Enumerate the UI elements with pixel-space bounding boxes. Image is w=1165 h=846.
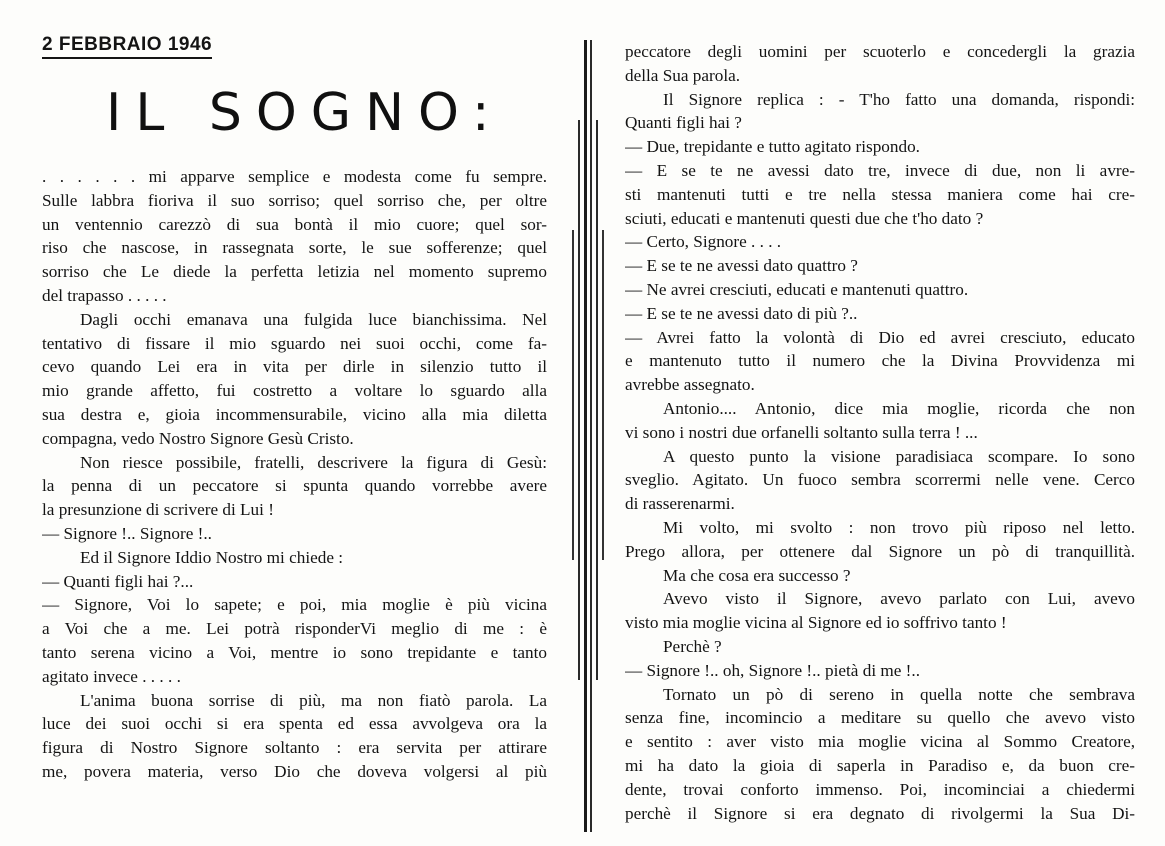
text-line: Avevo visto il Signore, avevo parlato con Lui, avevo <box>663 589 1135 609</box>
text-line: peccatore degli uomini per scuoterlo e concedergli la grazia <box>625 42 1135 61</box>
text-line: agitato invece . . . . . <box>42 666 181 686</box>
text-line: — E se te ne avessi dato quattro ? <box>625 256 858 276</box>
text-line: dente, trovai conforto immenso. Poi, incominciai a chiedermi <box>625 779 1135 799</box>
text-line: Ma che cosa era successo ? <box>663 565 851 585</box>
text-line: mio grande affetto, fui costretto a voltare lo sguardo alla <box>42 381 547 401</box>
text-line: sti mantenuti tutti e tre nella stessa maniera come hai cre- <box>625 184 1135 204</box>
text-line: . . . . . . mi apparve semplice e modesta come fu sempre. <box>42 167 547 186</box>
text-line: la presunzione di scrivere di Lui ! <box>42 500 274 520</box>
text-line: — E se te ne avessi dato di più ?.. <box>625 303 858 323</box>
text-line: Antonio.... Antonio, dice mia moglie, ricorda che non <box>663 398 1135 418</box>
text-line: sveglio. Agitato. Un fuoco sembra scorrermi nelle vene. Cerco <box>625 470 1135 490</box>
text-line: un ventennio carezzò di sua bontà il mio cuore; quel sor- <box>42 214 547 234</box>
text-line: del trapasso . . . . . <box>42 285 167 305</box>
text-line: — Signore !.. Signore !.. <box>42 523 212 543</box>
text-line: tentativo di fissare il mio sguardo nei suoi occhi, come fa- <box>42 333 547 353</box>
left-column-text <box>42 165 547 784</box>
right-column-text <box>625 40 1135 825</box>
text-line: Mi volto, mi svolto : non trovo più riposo nel letto. <box>663 517 1135 537</box>
text-line: Quanti figli hai ? <box>625 113 742 133</box>
text-line: sciuti, educati e mantenuti questi due che t'ho dato ? <box>625 208 984 228</box>
text-line: senza fine, incomincio a meditare su quello che avevo visto <box>625 708 1135 728</box>
text-line: figura di Nostro Signore soltanto : era servita per attirare <box>42 738 547 758</box>
text-line: Non riesce possibile, fratelli, descrivere la figura di Gesù: <box>80 452 547 472</box>
text-line: compagna, vedo Nostro Signore Gesù Cristo. <box>42 428 354 448</box>
text-line: cevo quando Lei era in vita per dirle in silenzio tutto il <box>42 357 547 377</box>
dateline: 2 FEBBRAIO 1946 <box>42 34 212 59</box>
text-line: Perchè ? <box>663 636 722 656</box>
text-line: A questo punto la visione paradisiaca scompare. Io sono <box>663 446 1135 466</box>
text-line: luce dei suoi occhi si era spenta ed essa avvolgeva ora la <box>42 714 547 734</box>
text-line: mi ha dato la gioia di saperla in Paradiso e, da buon cre- <box>625 755 1135 775</box>
text-line: riso che nascose, in rassegnata sorte, le sue sofferenze; quel <box>42 238 547 258</box>
article-title: IL SOGNO: <box>106 83 504 143</box>
text-line: Sulle labbra fioriva il suo sorriso; quel sorriso che, per oltre <box>42 190 547 210</box>
text-line: sorriso che Le diede la perfetta letizia nel momento supremo <box>42 262 547 282</box>
text-line: — Signore !.. oh, Signore !.. pietà di me !.. <box>625 660 920 680</box>
text-line: avrebbe assegnato. <box>625 375 755 395</box>
text-line: — Quanti figli hai ?... <box>42 571 194 591</box>
text-line: vi sono i nostri due orfanelli soltanto sulla terra ! ... <box>625 422 978 442</box>
text-line: me, povera materia, verso Dio che doveva volgersi al più <box>42 761 547 781</box>
text-line: — E se te ne avessi dato tre, invece di due, non li avre- <box>625 160 1135 180</box>
text-line: e mantenuto tutto il numero che la Divina Provvidenza mi <box>625 351 1135 371</box>
text-line: Ed il Signore Iddio Nostro mi chiede : <box>80 547 344 567</box>
column-divider-line <box>578 120 580 680</box>
column-divider-line <box>602 230 604 560</box>
column-divider-line <box>572 230 574 560</box>
text-line: e sentito : aver visto mia moglie vicina al Sommo Creatore, <box>625 732 1135 752</box>
text-line: la penna di un peccatore si spunta quando vorrebbe avere <box>42 476 547 496</box>
text-line: visto mia moglie vicina al Signore ed io soffrivo tanto ! <box>625 613 1007 633</box>
column-divider-line <box>590 40 592 832</box>
text-line: — Certo, Signore . . . . <box>625 232 782 252</box>
left-column <box>42 34 547 784</box>
text-line: tanto serena vicino a Voi, mentre io sono trepidante e tanto <box>42 642 547 662</box>
text-line: a Voi che a me. Lei potrà risponderVi meglio di me : è <box>42 619 547 639</box>
text-line: — Due, trepidante e tutto agitato rispondo. <box>625 137 920 157</box>
text-line: Il Signore replica : - T'ho fatto una domanda, rispondi: <box>663 89 1135 109</box>
text-line: sua destra e, gioia incommensurabile, vicino alla mia diletta <box>42 404 547 424</box>
column-divider-line <box>584 40 587 832</box>
text-line: di rasserenarmi. <box>625 494 735 514</box>
text-line: L'anima buona sorrise di più, ma non fiatò parola. La <box>80 690 547 710</box>
text-line: della Sua parola. <box>625 65 741 85</box>
text-line: Dagli occhi emanava una fulgida luce bianchissima. Nel <box>80 309 547 329</box>
text-line: Prego allora, per ottenere dal Signore un pò di tranquillità. <box>625 541 1135 561</box>
column-divider-line <box>596 120 598 680</box>
right-column <box>625 40 1135 825</box>
text-line: — Ne avrei cresciuti, educati e mantenuti quattro. <box>625 279 969 299</box>
text-line: — Signore, Voi lo sapete; e poi, mia moglie è più vicina <box>42 595 547 615</box>
text-line: — Avrei fatto la volontà di Dio ed avrei cresciuto, educato <box>625 327 1135 347</box>
text-line: perchè il Signore si era degnato di rivolgermi la Sua Di- <box>625 803 1135 823</box>
text-line: Tornato un pò di sereno in quella notte che sembrava <box>663 684 1135 704</box>
